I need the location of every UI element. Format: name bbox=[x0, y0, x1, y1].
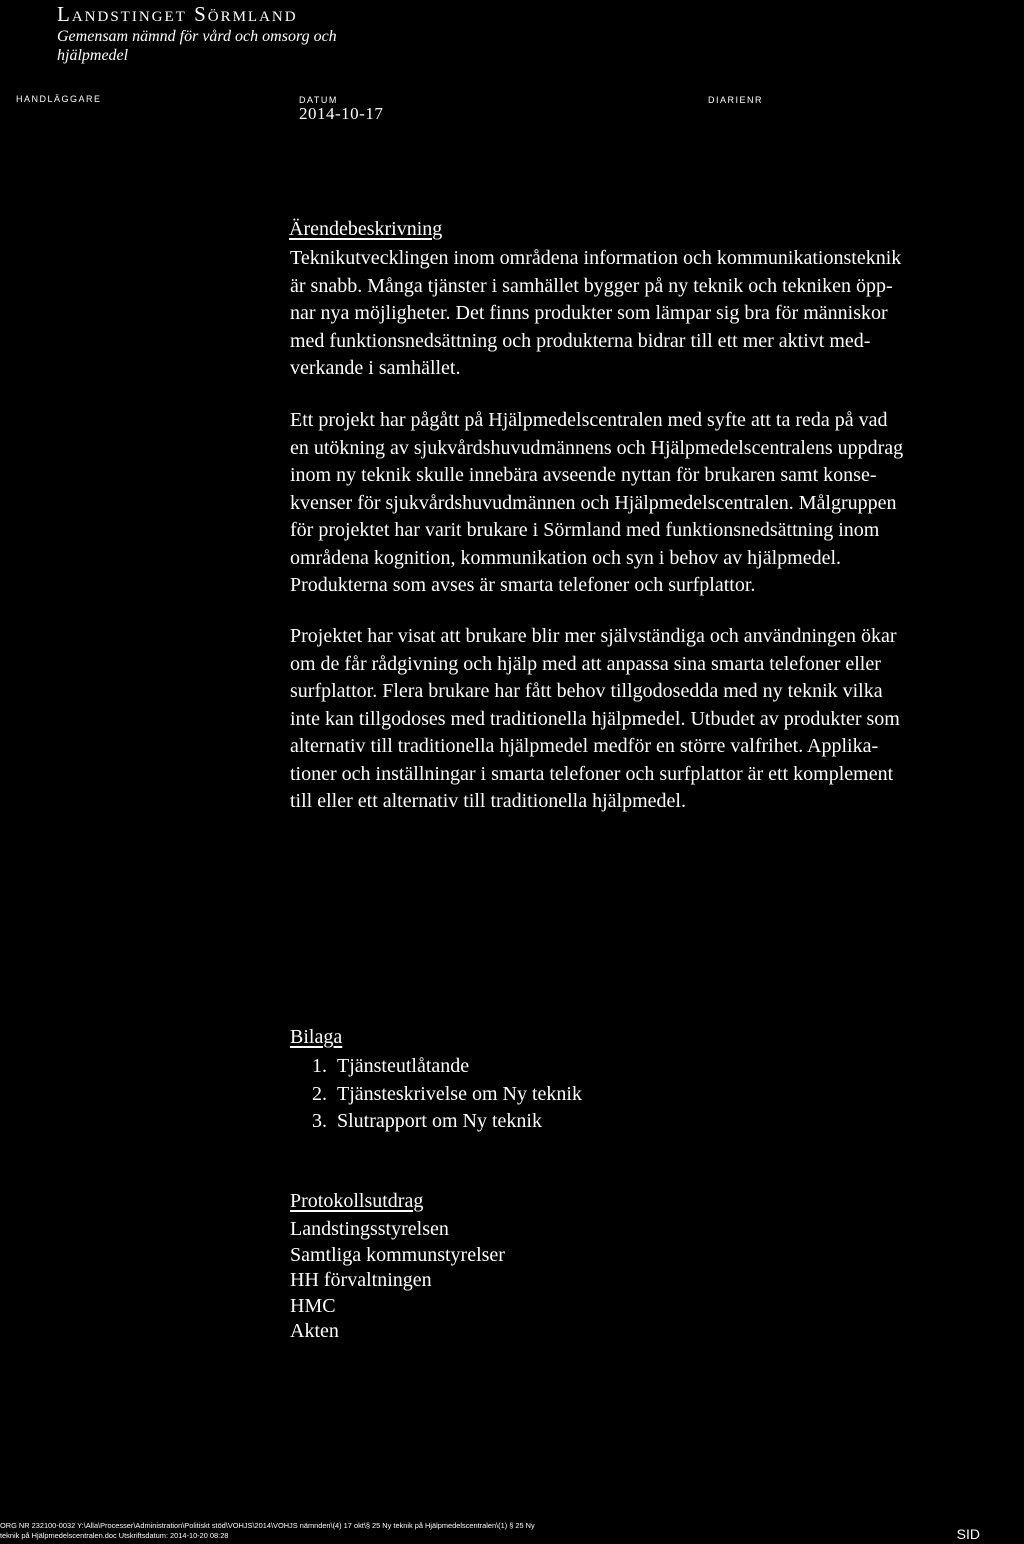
paragraph-2 bbox=[290, 407, 1022, 600]
recipient-list bbox=[290, 1217, 505, 1345]
footer-path bbox=[0, 1521, 535, 1541]
document-date: 2014-10-17 bbox=[299, 104, 384, 123]
paragraph-3-line: om de får rådgivning och hjälp med att anpassa sina smarta telefoner eller bbox=[290, 652, 881, 675]
organization-subtitle-line-1: Gemensam nämnd för vård och omsorg och bbox=[57, 28, 337, 45]
handlaggare-label: HANDLÄGGARE bbox=[16, 94, 102, 104]
footer-line: teknik på Hjälpmedelscentralen.doc Utskriftsdatum: 2014-10-20 08:28 bbox=[0, 1531, 229, 1540]
paragraph-1 bbox=[290, 245, 1022, 383]
bilaga-heading: Bilaga bbox=[290, 1026, 343, 1048]
recipient-item: HH förvaltningen bbox=[290, 1269, 432, 1291]
list-item-number: 2. bbox=[312, 1082, 327, 1105]
paragraph-3-line: till eller ett alternativ till traditionella hjälpmedel. bbox=[290, 790, 686, 812]
recipient-item: Akten bbox=[290, 1320, 339, 1342]
paragraph-3 bbox=[290, 623, 1022, 816]
paragraph-2-line: inom ny teknik skulle innebära avseende nyttan för brukaren samt konse- bbox=[290, 464, 877, 486]
organization-name: Landstinget Sörmland bbox=[57, 2, 298, 26]
organization-subtitle-line-2: hjälpmedel bbox=[57, 47, 129, 64]
paragraph-2-line: en utökning av sjukvårdshuvudmännens och Hjälpmedelscentralens uppdrag bbox=[290, 436, 904, 459]
list-item-text: Tjänsteutlåtande bbox=[337, 1055, 470, 1077]
list-item-number: 1. bbox=[312, 1055, 327, 1077]
paragraph-1-line: nar nya möjligheter. Det finns produkter som lämpar sig bra för människor bbox=[290, 302, 888, 324]
list-item bbox=[302, 1081, 582, 1109]
paragraph-2-line: områdena kognition, kommunikation och syn i behov av hjälpmedel. bbox=[290, 546, 842, 569]
list-item-number: 3. bbox=[312, 1110, 327, 1132]
footer-line: ORG NR 232100-0032 Y:\Alla\Processer\Administration\Politiskt stöd\VOHJS\2014\VOHJS nämnden\(4) 17 okt\§ 25 Ny teknik på Hjälpmedelscentralen\(1) § 25 Ny bbox=[0, 1521, 535, 1530]
paragraph-3-line: inte kan tillgodoses med traditionella hjälpmedel. Utbudet av produkter som bbox=[290, 707, 900, 730]
paragraph-2-line: Ett projekt har pågått på Hjälpmedelscentralen med syfte att ta reda på vad bbox=[290, 409, 888, 431]
paragraph-1-line: verkande i samhället. bbox=[290, 357, 461, 379]
paragraph-1-line: med funktionsnedsättning och produkterna bidrar till ett mer aktivt med- bbox=[290, 329, 871, 352]
paragraph-3-line: tioner och inställningar i smarta telefoner och surfplattor är ett komplement bbox=[290, 762, 894, 785]
paragraph-2-line: Produkterna som avses är smarta telefoner och surfplattor. bbox=[290, 574, 756, 596]
recipient-item: Samtliga kommunstyrelser bbox=[290, 1243, 505, 1266]
diarienr-label: DIARIENR bbox=[708, 95, 764, 105]
bilaga-list bbox=[302, 1053, 582, 1136]
paragraph-1-line: är snabb. Många tjänster i samhället bygger på ny teknik och tekniken öpp- bbox=[290, 274, 893, 297]
protokoll-heading: Protokollsutdrag bbox=[290, 1190, 424, 1212]
list-item-text: Slutrapport om Ny teknik bbox=[337, 1110, 542, 1132]
paragraph-3-line: Projektet har visat att brukare blir mer självständiga och användningen ökar bbox=[290, 625, 897, 647]
paragraph-3-line: alternativ till traditionella hjälpmedel medför en större valfrihet. Applika- bbox=[290, 735, 879, 757]
recipient-item: Landstingsstyrelsen bbox=[290, 1218, 449, 1240]
paragraph-2-line: för projektet har varit brukare i Sörmland med funktionsnedsättning inom bbox=[290, 519, 880, 541]
recipient-item: HMC bbox=[290, 1294, 336, 1317]
paragraph-3-line: surfplattor. Flera brukare har fått behov tillgodosedda med ny teknik vilka bbox=[290, 680, 883, 702]
list-item bbox=[302, 1108, 582, 1136]
sid-label: SID bbox=[956, 1526, 980, 1542]
paragraph-2-line: kvenser för sjukvårdshuvudmännen och Hjälpmedelscentralen. Målgruppen bbox=[290, 491, 897, 514]
datum-label: DATUM bbox=[299, 95, 338, 105]
case-heading: Ärendebeskrivning bbox=[289, 218, 443, 240]
list-item-text: Tjänsteskrivelse om Ny teknik bbox=[337, 1082, 582, 1105]
list-item bbox=[302, 1053, 582, 1081]
paragraph-1-line: Teknikutvecklingen inom områdena information och kommunikationsteknik bbox=[290, 247, 902, 269]
